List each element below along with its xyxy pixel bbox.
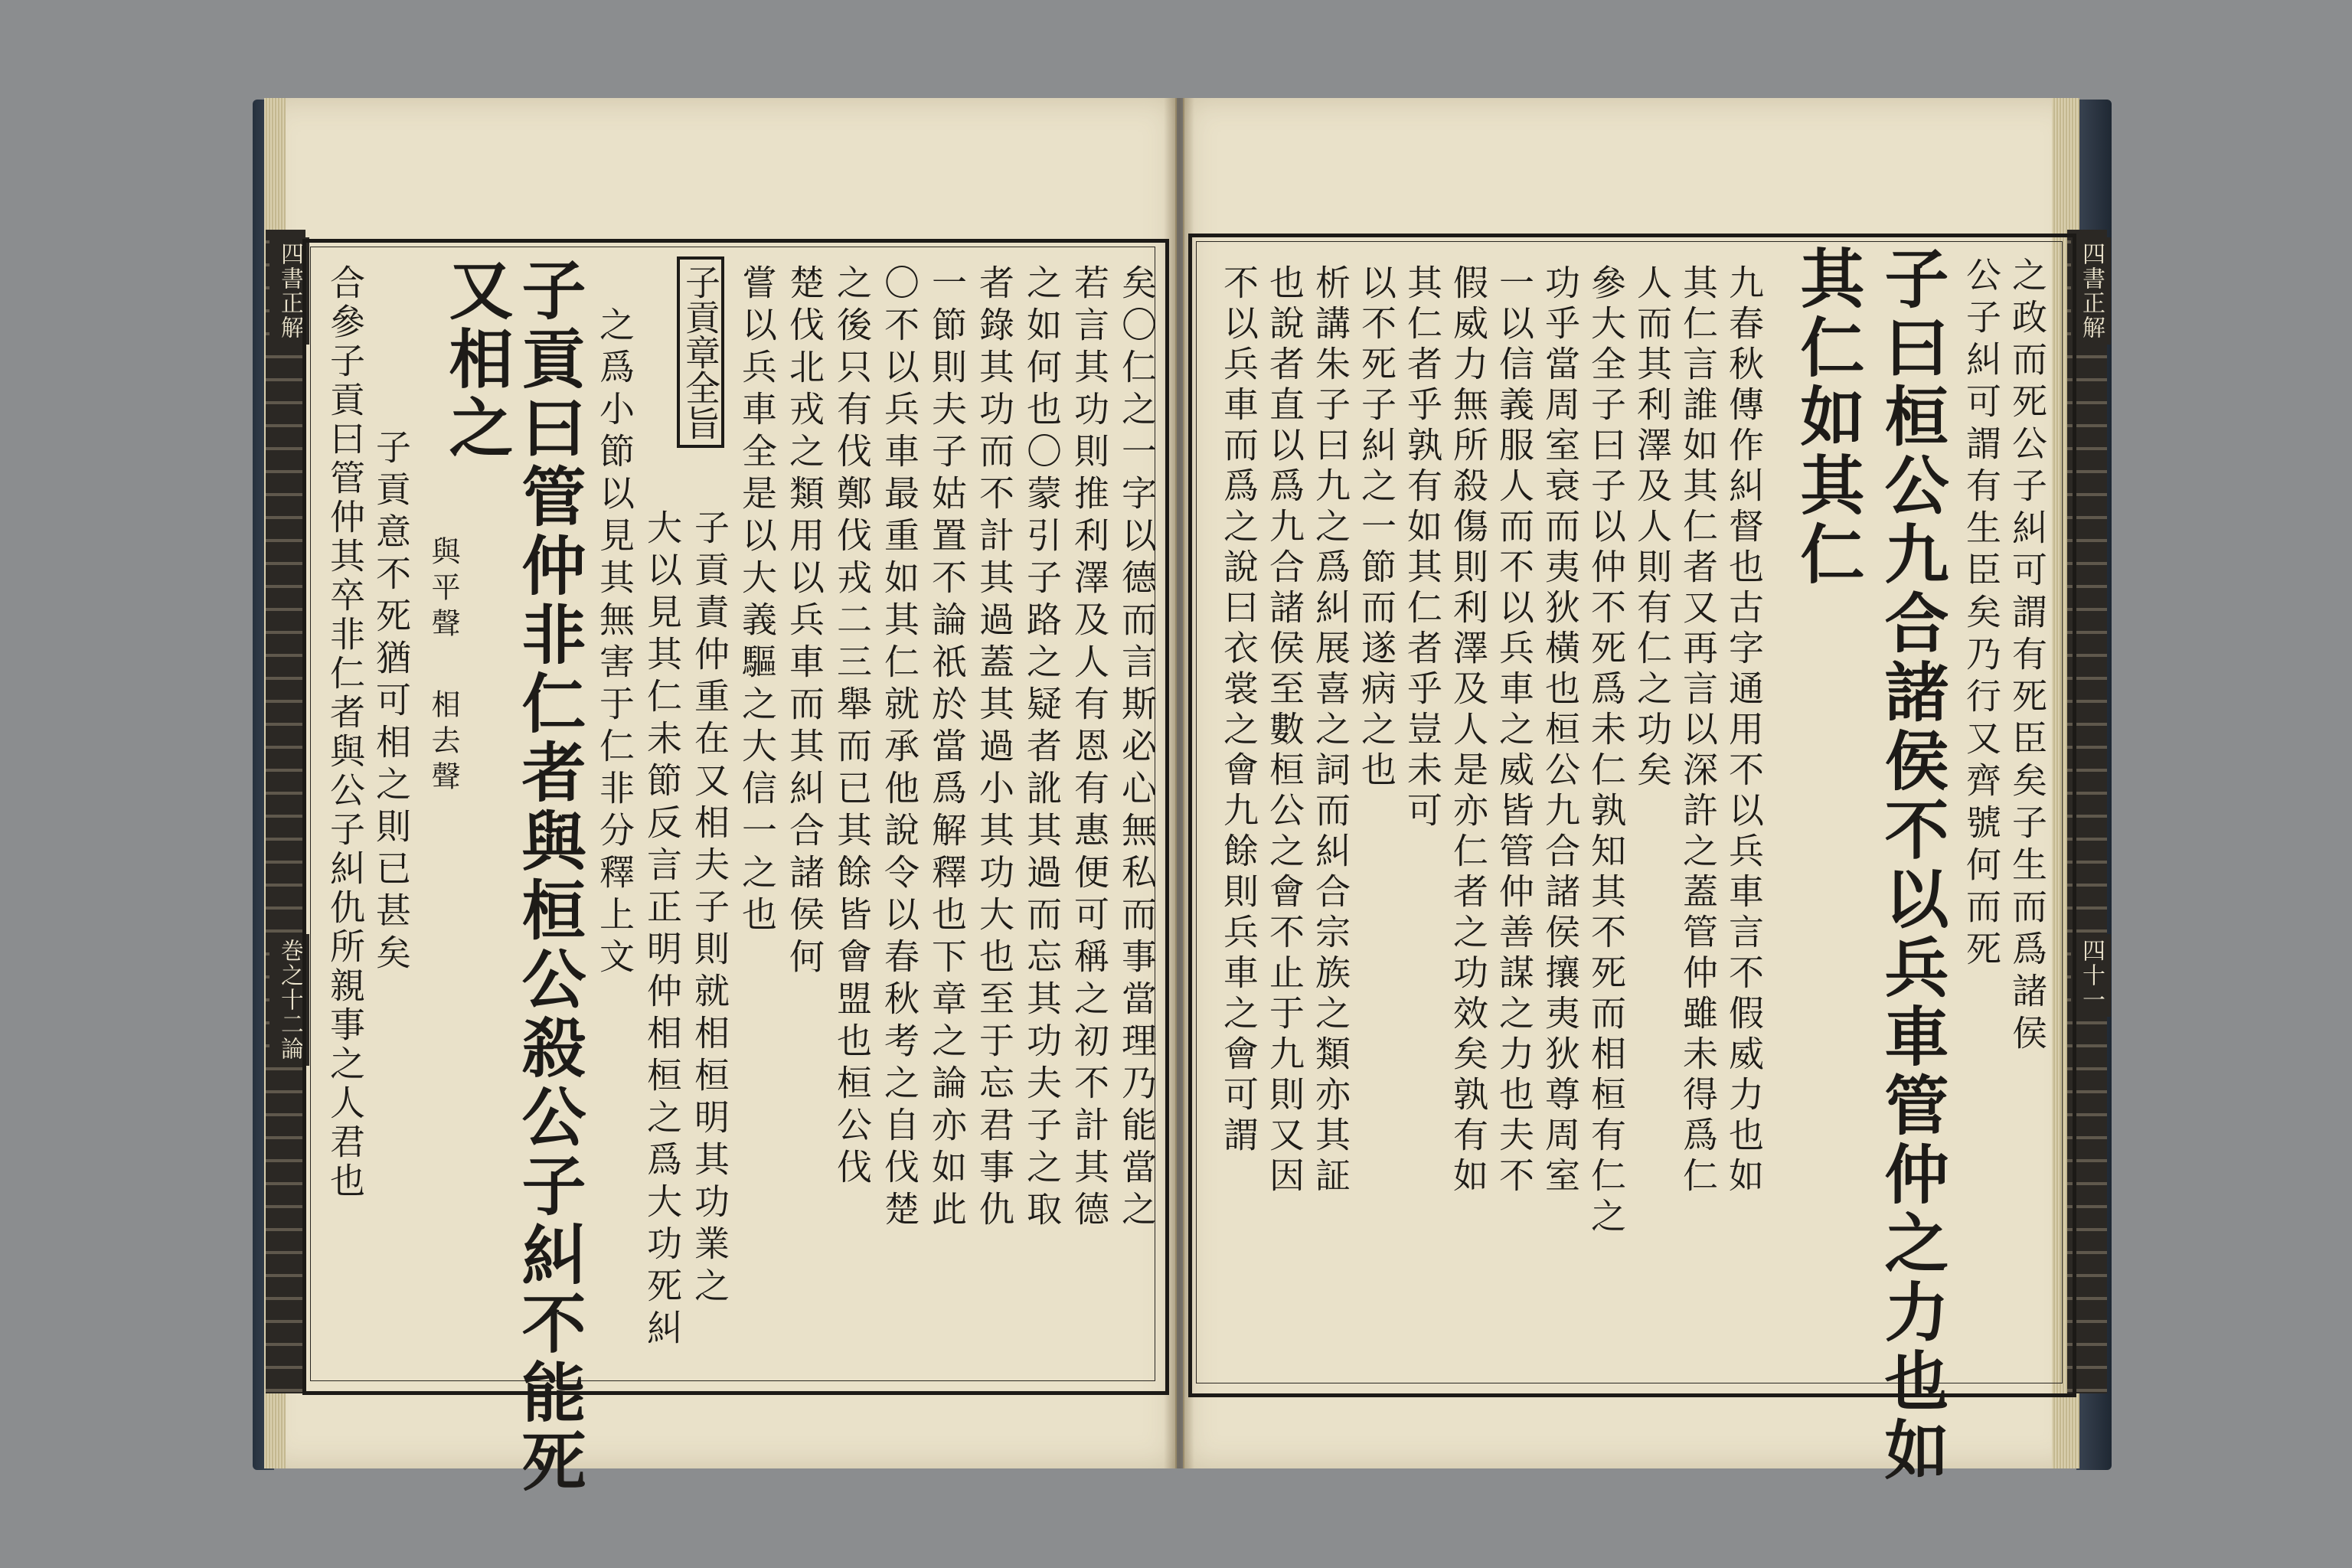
left-body-column-9: 嘗以兵車全是以大義驅之大信一之也	[737, 264, 778, 938]
left-body-column-4: 者錄其功而不計其過蓋其過小其功大也至于忘君事仇	[974, 264, 1015, 1233]
right-body-column-9: 以不死子糾之一節而遂病之也	[1356, 264, 1397, 792]
note-column-4: 合參子貢曰管仲其卒非仁者與公子糾仇所親事之人君也	[325, 264, 366, 1201]
right-body-column-8: 其仁者乎孰有如其仁者乎豈未可	[1402, 264, 1443, 832]
right-top-note-1: 之政而死公子糾可謂有死臣矣子生而爲諸侯	[2007, 256, 2048, 1057]
right-body-column-3: 人而其利澤及人則有仁之功矣	[1632, 264, 1673, 792]
note-column-3: 子貢意不死猶可相之則已甚矣	[371, 429, 412, 976]
left-body-column-7: 之後只有伐鄭伐戎二三舉而已其餘皆會盟也桓公伐	[831, 264, 873, 1191]
left-body-column-8: 楚伐北戎之類用以兵車而其糾合諸侯何	[784, 264, 825, 980]
right-top-note-2: 公子糾可謂有生臣矣乃行又齊號何而死	[1961, 256, 2002, 972]
right-body-column-5: 功乎當周室衰而夷狄橫也桓公九合諸侯攘夷狄尊周室	[1540, 264, 1581, 1197]
right-heading-column-1: 子曰桓公九合諸侯不以兵車管仲之力也如	[1874, 245, 1950, 1485]
section-column-1: 子貢責仲重在又相夫子則就相桓明其功業之	[689, 509, 730, 1309]
note-column-2: 相去聲	[426, 689, 460, 797]
right-body-column-6: 一以信義服人而不以兵車之威皆管仲善謀之力也夫不	[1494, 264, 1535, 1197]
left-body-column-6: 〇不以兵車最重如其仁就承他說令以春秋考之自伐楚	[879, 264, 920, 1233]
right-body-column-10: 析講朱子曰九之爲糾展喜之詞而糾合宗族之類亦其証	[1310, 264, 1351, 1197]
right-margin-title: 四書正解	[2071, 237, 2111, 345]
left-heading-column-1: 子貢曰管仲非仁者與桓公殺公子糾不能死	[511, 256, 587, 1497]
right-body-column-4: 參大全子曰子以仲不死爲未仁孰知其不死而相桓有仁之	[1586, 264, 1627, 1238]
right-body-column-7: 假威力無所殺傷則利澤及人是亦仁者之功效矣孰有如	[1448, 264, 1489, 1197]
section-column-3: 之爲小節以見其無害于仁非分釋上文	[594, 306, 635, 980]
right-body-column-12: 不以兵車而爲之說曰衣裳之會九餘則兵車之會可謂	[1218, 264, 1259, 1157]
right-body-column-11: 也說者直以爲九合諸侯至數桓公之會不止于九則又因	[1264, 264, 1305, 1197]
left-body-column-2: 若言其功則推利澤及人有恩有惠便可稱之初不計其德	[1069, 264, 1110, 1233]
right-body-column-2: 其仁言誰如其仁者又再言以深許之蓋管仲雖未得爲仁	[1677, 264, 1719, 1197]
note-column-1: 與平聲	[426, 536, 460, 644]
left-body-column-5: 一節則夫子姑置不論祇於當爲解釋也下章之論亦如此	[926, 264, 968, 1233]
left-margin-title: 四書正解	[270, 237, 309, 345]
right-margin-folio: 四十一	[2071, 934, 2111, 1017]
left-fore-edge-strip	[266, 230, 305, 1393]
left-margin-volume: 巻之十二論	[270, 934, 309, 1066]
left-heading-column-2: 又相之	[439, 256, 514, 463]
section-label-box: 子貢章全旨	[677, 256, 724, 448]
right-body-column-1: 九春秋傳作糾督也古字通用不以兵車言不假威力也如	[1723, 264, 1765, 1197]
left-body-column-3: 之如何也〇蒙引子路之疑者訛其過而忘其功夫子之取	[1021, 264, 1063, 1233]
section-column-2: 大以見其仁未節反言正明仲相桓之爲大功死糾	[642, 509, 683, 1351]
right-heading-column-2: 其仁如其仁	[1790, 245, 1866, 590]
left-body-column-1: 矣〇仁之一字以德而言斯必心無私而事當理乃能當之	[1116, 264, 1158, 1233]
